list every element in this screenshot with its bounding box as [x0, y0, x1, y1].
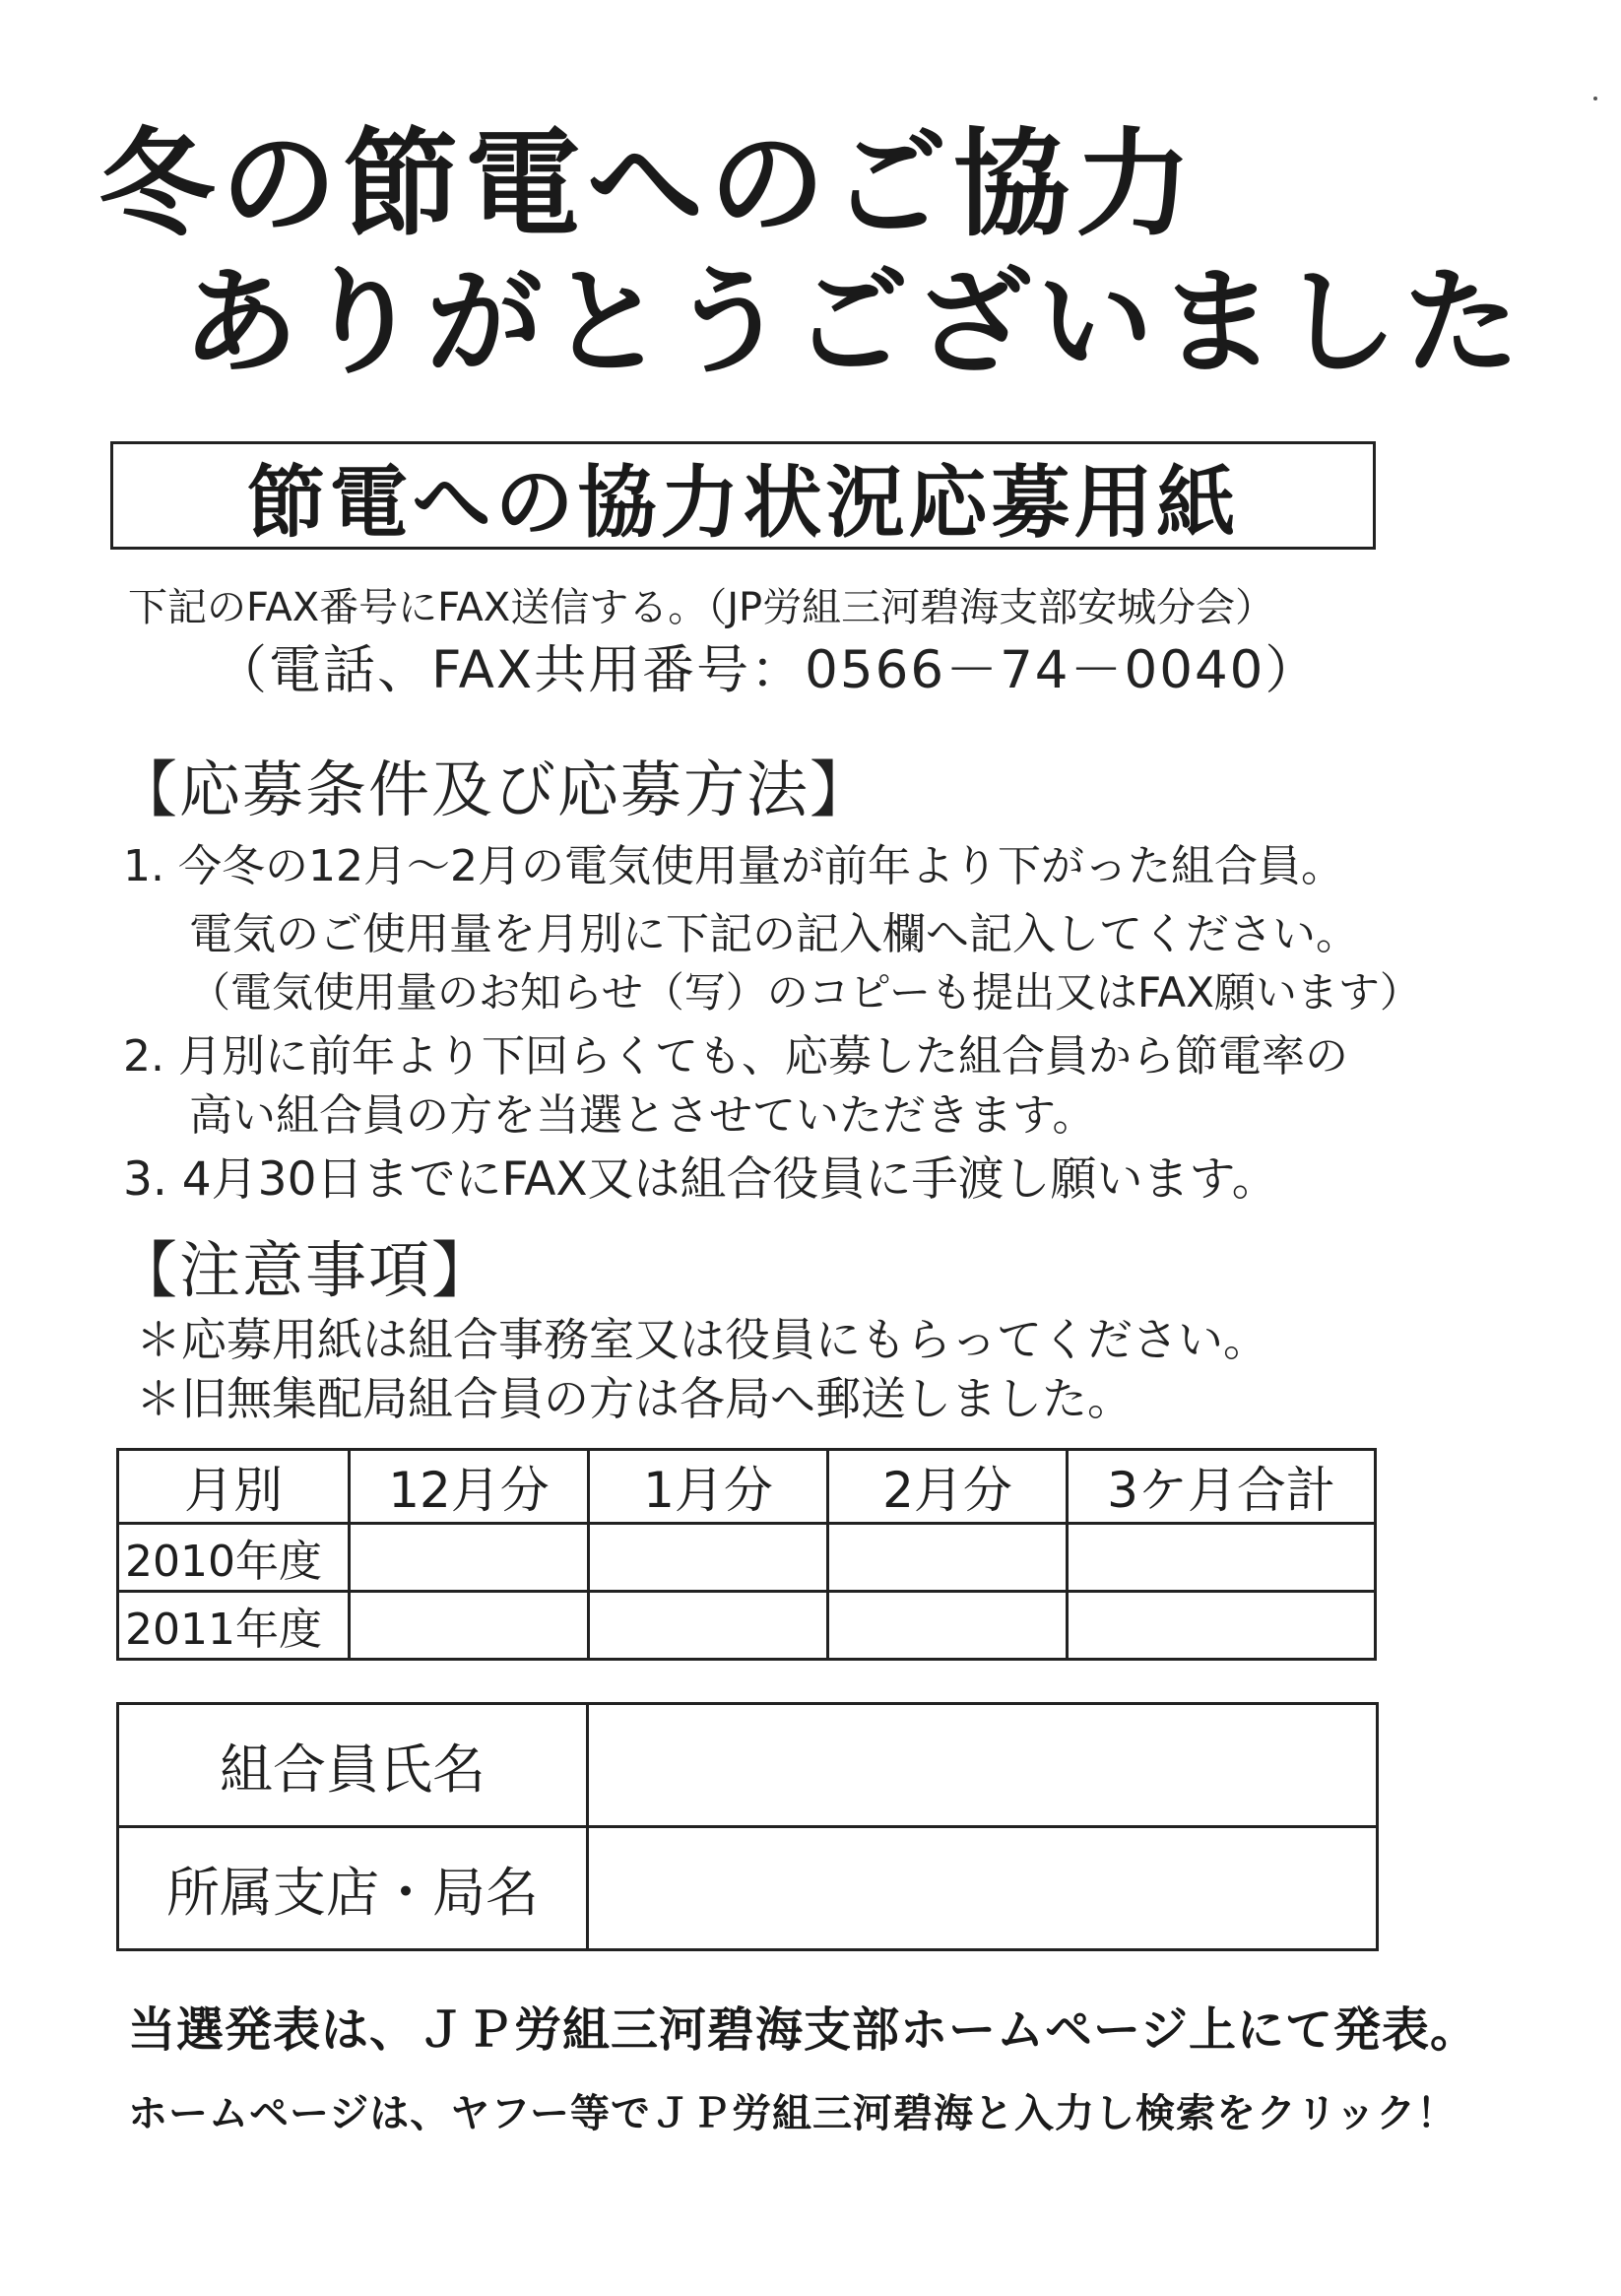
usage-table-header-row	[118, 1450, 1376, 1524]
member-info-table	[116, 1702, 1379, 1951]
header-three-month-total: 3ケ月合計	[1068, 1450, 1376, 1524]
condition-item: 電気のご使用量を月別に下記の記入欄へ記入してください。	[189, 909, 1359, 959]
row-label: 2011年度	[118, 1592, 350, 1660]
usage-cell[interactable]	[828, 1592, 1068, 1660]
header-december: 12月分	[350, 1450, 589, 1524]
row-label: 2010年度	[118, 1524, 350, 1592]
usage-table	[116, 1448, 1377, 1661]
usage-cell[interactable]	[350, 1592, 589, 1660]
header-january: 1月分	[589, 1450, 828, 1524]
conditions-heading: 【応募条件及び応募方法】	[116, 754, 874, 825]
fax-instruction: 下記のFAX番号にFAX送信する。（JP労組三河碧海支部安城分会）	[128, 585, 1275, 630]
header-month: 月別	[118, 1450, 350, 1524]
usage-cell[interactable]	[350, 1524, 589, 1592]
branch-name-label: 所属支店・局名	[118, 1827, 588, 1950]
usage-cell[interactable]	[1068, 1592, 1376, 1660]
table-row	[118, 1592, 1376, 1660]
usage-cell[interactable]	[589, 1592, 828, 1660]
table-row	[118, 1524, 1376, 1592]
branch-name-field[interactable]	[588, 1827, 1378, 1950]
phone-fax-number: （電話、FAX共用番号：0566－74－0040）	[215, 640, 1320, 700]
usage-cell[interactable]	[589, 1524, 828, 1592]
condition-item: 高い組合員の方を当選とさせていただきます。	[189, 1090, 1096, 1141]
headline-line-2: ありがとうございました	[182, 254, 1526, 390]
scan-speck	[1593, 97, 1597, 100]
notes-heading: 【注意事項】	[116, 1234, 495, 1306]
member-name-label: 組合員氏名	[118, 1704, 588, 1827]
headline-line-1: 冬の節電へのご協力	[98, 116, 1199, 252]
table-row	[118, 1827, 1378, 1950]
form-title: 節電への協力状況応募用紙	[246, 456, 1240, 549]
table-row	[118, 1704, 1378, 1827]
header-february: 2月分	[828, 1450, 1068, 1524]
footer-homepage-note: ホームページは、ヤフー等でＪＰ労組三河碧海と入力し検索をクリック！	[128, 2091, 1458, 2136]
condition-item: （電気使用量のお知らせ（写）のコピーも提出又はFAX願います）	[189, 968, 1421, 1017]
usage-cell[interactable]	[828, 1524, 1068, 1592]
condition-item: 2. 月別に前年より下回らくても、応募した組合員から節電率の	[123, 1031, 1348, 1082]
footer-announcement: 当選発表は、ＪＰ労組三河碧海支部ホームページ上にて発表。	[128, 2002, 1479, 2058]
condition-item: 3. 4月30日までにFAX又は組合役員に手渡し願います。	[123, 1152, 1278, 1207]
form-title-box	[110, 441, 1376, 550]
condition-item: 1. 今冬の12月～2月の電気使用量が前年より下がった組合員。	[123, 841, 1344, 891]
member-name-field[interactable]	[588, 1704, 1378, 1827]
note-item: ＊旧無集配局組合員の方は各局へ郵送しました。	[136, 1372, 1133, 1425]
note-item: ＊応募用紙は組合事務室又は役員にもらってください。	[136, 1313, 1268, 1366]
usage-cell[interactable]	[1068, 1524, 1376, 1592]
